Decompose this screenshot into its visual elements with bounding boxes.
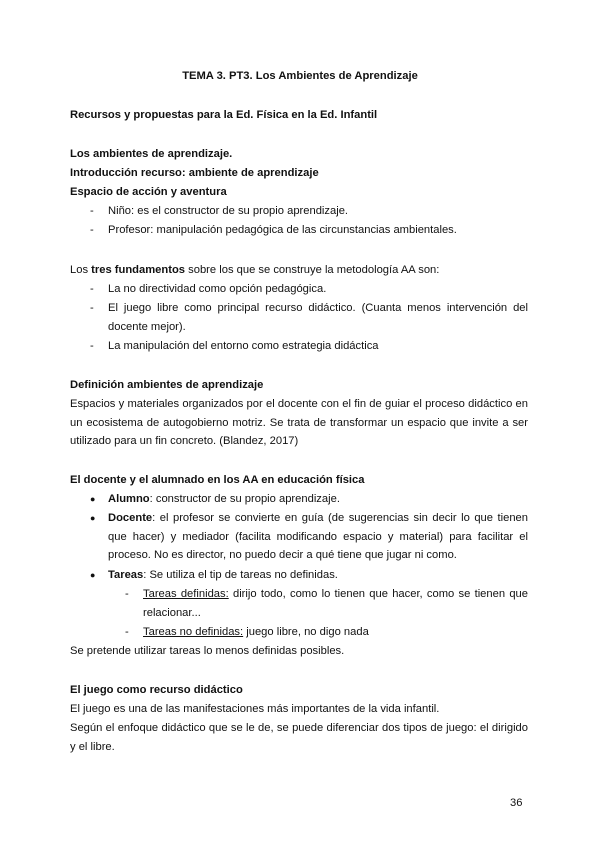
intro-text: sobre los que se construye la metodología AA son: <box>185 264 440 276</box>
fundamentos-intro <box>70 261 528 280</box>
bullet-text: Docente: el profesor se convierte en guía (de sugerencias sin decir lo que tienen que hacer) y mediador (facilita modificando espacio y material) para facilitar el proceso. No es director, no puedo decir a qué tiene que jugar ni como. <box>108 512 528 562</box>
heading-definicion: Definición ambientes de aprendizaje <box>70 379 264 391</box>
page-number: 36 <box>510 797 523 809</box>
bullet-marker: ● <box>90 513 96 523</box>
dash-marker: - <box>125 626 129 638</box>
list-item-text: La no directividad como opción pedagógica. <box>108 283 327 295</box>
definicion-paragraph: Espacios y materiales organizados por el docente con el fin de guiar el proceso didáctico en un ecosistema de autogobierno motriz. Se trata de transformar un espacio que invite a ser utilizado para un fin concreto. (Blandez, 2017) <box>70 398 528 448</box>
list-item-text: El juego libre como principal recurso didáctico. (Cuanta menos intervención del docente mejor). <box>108 302 528 333</box>
heading-juego: El juego como recurso didáctico <box>70 684 243 696</box>
sub-list-text: Tareas definidas: dirijo todo, como lo tienen que hacer, como se tienen que relacionar... <box>143 588 528 619</box>
dash-marker: - <box>90 302 94 314</box>
heading-docente: El docente y el alumnado en los AA en educación física <box>70 474 365 486</box>
bullet-marker: ● <box>90 494 96 504</box>
dash-marker: - <box>90 224 94 236</box>
subtitle: Recursos y propuestas para la Ed. Física en la Ed. Infantil <box>70 109 378 121</box>
intro-text: Los <box>70 264 92 276</box>
list-item-text: La manipulación del entorno como estrategia didáctica <box>108 340 379 352</box>
dash-marker: - <box>90 340 94 352</box>
document-title: TEMA 3. PT3. Los Ambientes de Aprendizaje <box>182 70 418 82</box>
list-item-text: Niño: es el constructor de su propio aprendizaje. <box>108 205 349 217</box>
juego-line-2: Según el enfoque didáctico que se le de, se puede diferenciar dos tipos de juego: el dirigido y el libre. <box>70 722 528 753</box>
juego-line-1: El juego es una de las manifestaciones más importantes de la vida infantil. <box>70 703 440 715</box>
heading-introduccion: Introducción recurso: ambiente de aprendizaje <box>70 167 319 179</box>
intro-bold: tres fundamentos <box>91 264 186 276</box>
dash-marker: - <box>125 588 129 600</box>
list-item-text: Profesor: manipulación pedagógica de las circunstancias ambientales. <box>108 224 457 236</box>
bullet-text: Tareas: Se utiliza el tip de tareas no definidas. <box>108 569 338 581</box>
bullet-marker: ● <box>90 570 96 580</box>
dash-marker: - <box>90 205 94 217</box>
sub-list-text: Tareas no definidas: juego libre, no digo nada <box>143 626 369 638</box>
heading-espacio: Espacio de acción y aventura <box>70 186 227 198</box>
dash-marker: - <box>90 283 94 295</box>
bullet-text: Alumno: constructor de su propio aprendizaje. <box>108 493 340 505</box>
docente-closing: Se pretende utilizar tareas lo menos definidas posibles. <box>70 645 345 657</box>
heading-ambientes: Los ambientes de aprendizaje. <box>70 148 233 160</box>
